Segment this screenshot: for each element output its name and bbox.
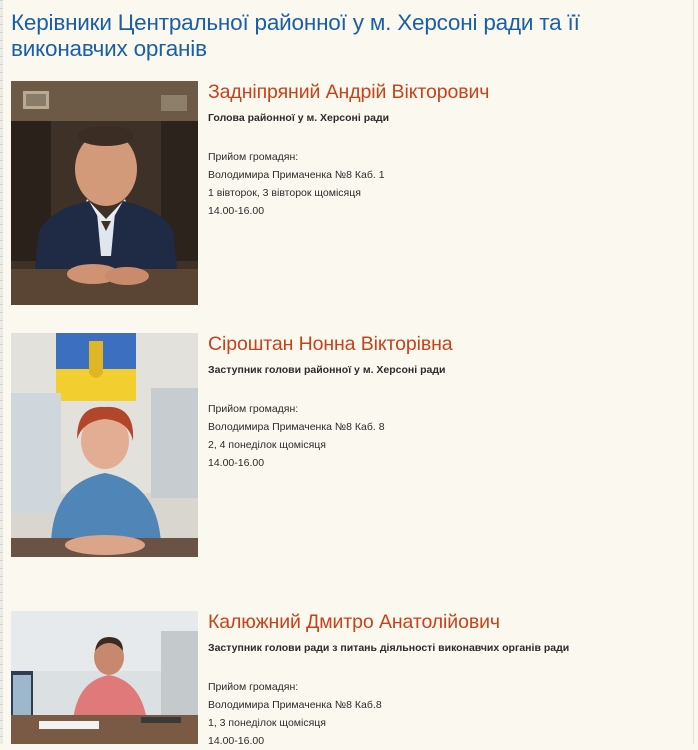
person-position: Заступник голови ради з питань діяльності виконавчих органів ради xyxy=(208,642,570,654)
left-border xyxy=(0,0,3,744)
reception-hours: 14.00-16.00 xyxy=(208,735,265,747)
reception-days: 1 вівторок, 3 вівторок щомісяця xyxy=(208,187,361,199)
reception-days: 2, 4 понеділок щомісяця xyxy=(208,439,326,451)
reception-label: Прийом громадян: xyxy=(208,403,299,415)
reception-info xyxy=(208,678,678,750)
person-photo-head xyxy=(11,81,198,305)
person-info-deputy xyxy=(208,333,678,472)
reception-address: Володимира Примаченка №8 Каб. 8 xyxy=(208,421,385,433)
reception-days: 1, 3 понеділок щомісяця xyxy=(208,717,326,729)
person-name: Сіроштан Нонна Вікторівна xyxy=(208,333,453,355)
person-card-executive-deputy xyxy=(11,611,681,747)
reception-hours: 14.00-16.00 xyxy=(208,205,265,217)
person-photo-executive-deputy xyxy=(11,611,198,744)
right-border xyxy=(693,0,694,744)
person-info-executive-deputy xyxy=(208,611,678,750)
person-position: Заступник голови районної у м. Херсоні ради xyxy=(208,364,446,376)
person-name: Задніпряний Андрій Вікторович xyxy=(208,81,490,103)
reception-hours: 14.00-16.00 xyxy=(208,457,265,469)
reception-info xyxy=(208,400,678,472)
person-info-head xyxy=(208,81,678,220)
reception-address: Володимира Примаченка №8 Каб. 1 xyxy=(208,169,385,181)
person-card-head xyxy=(11,81,681,306)
person-name: Калюжний Дмитро Анатолійович xyxy=(208,611,500,633)
person-position: Голова районної у м. Херсоні ради xyxy=(208,112,390,124)
reception-address: Володимира Примаченка №8 Каб.8 xyxy=(208,699,382,711)
reception-label: Прийом громадян: xyxy=(208,681,299,693)
person-photo-deputy xyxy=(11,333,198,557)
reception-label: Прийом громадян: xyxy=(208,151,299,163)
person-card-deputy xyxy=(11,333,681,558)
page-title: Керівники Центральної районної у м. Херсоні ради та її виконавчих органів xyxy=(11,10,580,61)
reception-info xyxy=(208,148,678,220)
